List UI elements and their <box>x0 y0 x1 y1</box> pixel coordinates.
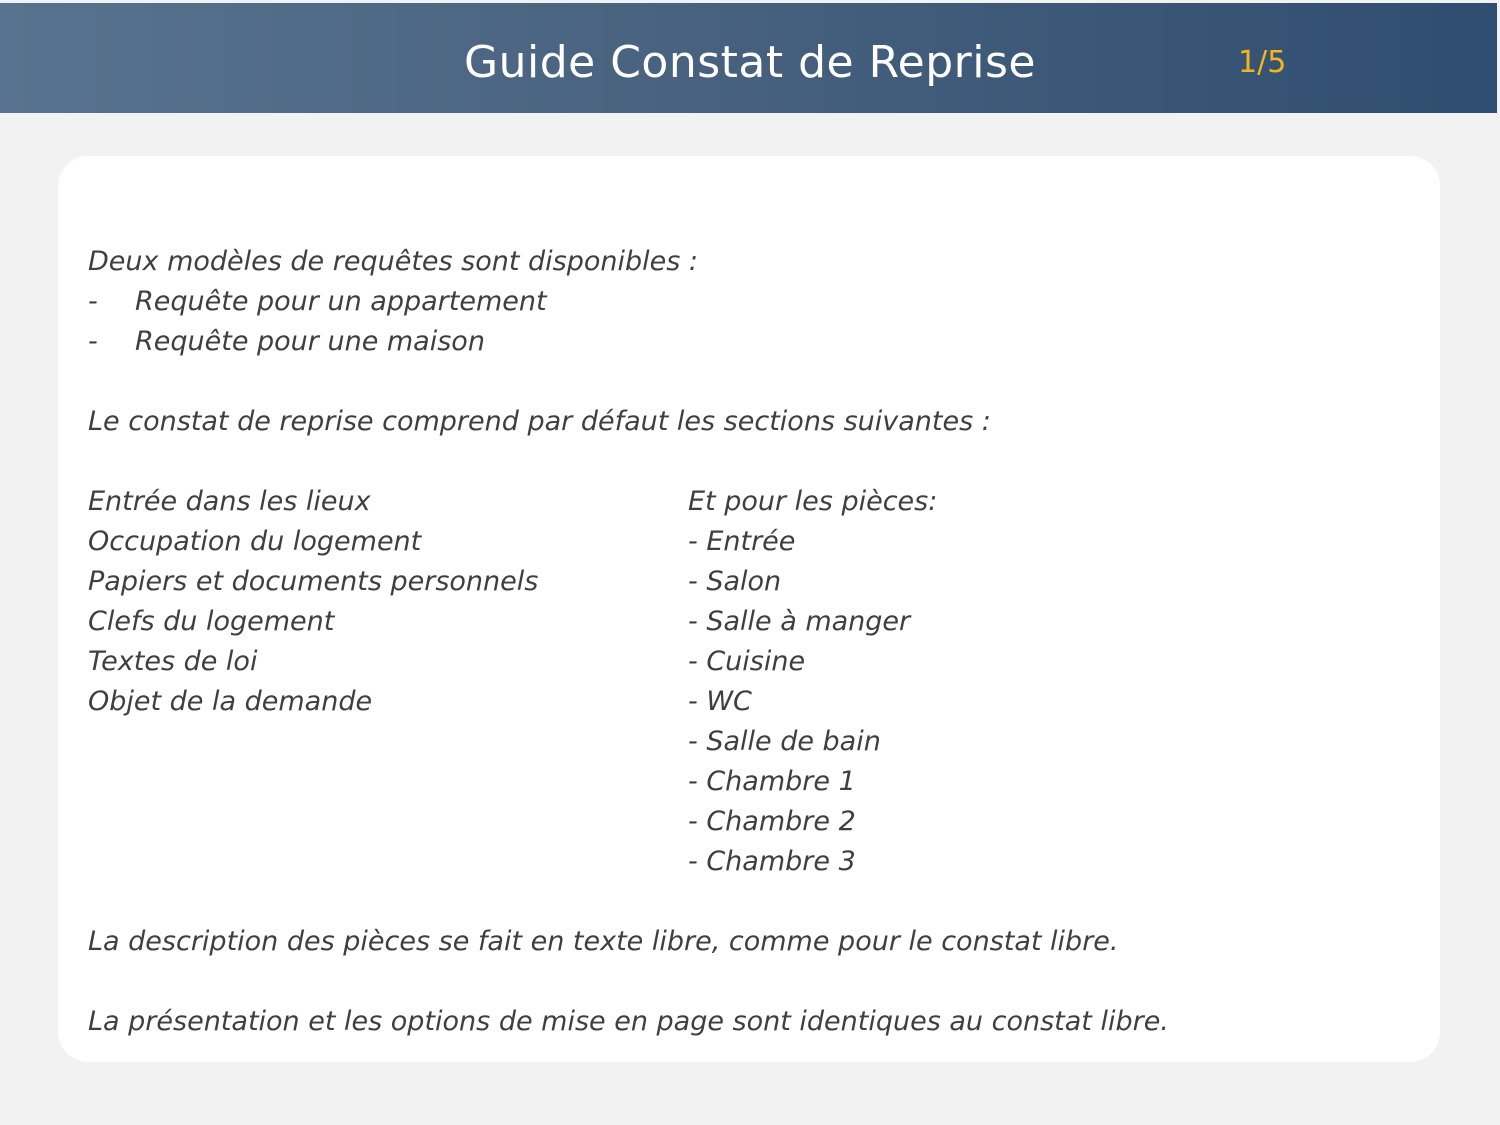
room-item: - Salle de bain <box>688 726 881 757</box>
bullet-dash: - <box>88 286 98 317</box>
section-item: Textes de loi <box>88 646 258 677</box>
section-item: Occupation du logement <box>88 526 422 557</box>
rooms-column <box>688 482 937 882</box>
room-item: - WC <box>688 686 752 717</box>
model-label: Requête pour une maison <box>135 326 485 357</box>
section-item: Entrée dans les lieux <box>88 486 371 517</box>
page-title: Guide Constat de Reprise <box>464 37 1036 88</box>
header-bar <box>0 3 1497 113</box>
model-label: Requête pour un appartement <box>135 286 547 317</box>
room-item: - Chambre 1 <box>688 766 856 797</box>
room-item: - Chambre 3 <box>688 846 856 877</box>
description-note: La description des pièces se fait en texte libre, comme pour le constat libre. <box>88 926 1119 957</box>
section-item: Objet de la demande <box>88 686 373 717</box>
section-item: Clefs du logement <box>88 606 335 637</box>
room-item: - Cuisine <box>688 646 806 677</box>
room-item: - Entrée <box>688 526 796 557</box>
room-item: - Chambre 2 <box>688 806 856 837</box>
content-card <box>58 156 1440 1062</box>
section-item: Papiers et documents personnels <box>88 566 539 597</box>
model-item <box>88 282 688 322</box>
model-item <box>88 322 688 362</box>
page-indicator: 1/5 <box>1238 45 1287 80</box>
bullet-dash: - <box>88 326 98 357</box>
rooms-heading: Et pour les pièces: <box>688 486 938 517</box>
sections-list <box>88 482 538 722</box>
room-item: - Salle à manger <box>688 606 911 637</box>
intro-text: Deux modèles de requêtes sont disponibles : <box>88 246 699 277</box>
sections-intro-text: Le constat de reprise comprend par défaut les sections suivantes : <box>88 406 991 437</box>
rooms-list <box>688 522 937 882</box>
room-item: - Salon <box>688 566 782 597</box>
presentation-note: La présentation et les options de mise en page sont identiques au constat libre. <box>88 1006 1169 1037</box>
